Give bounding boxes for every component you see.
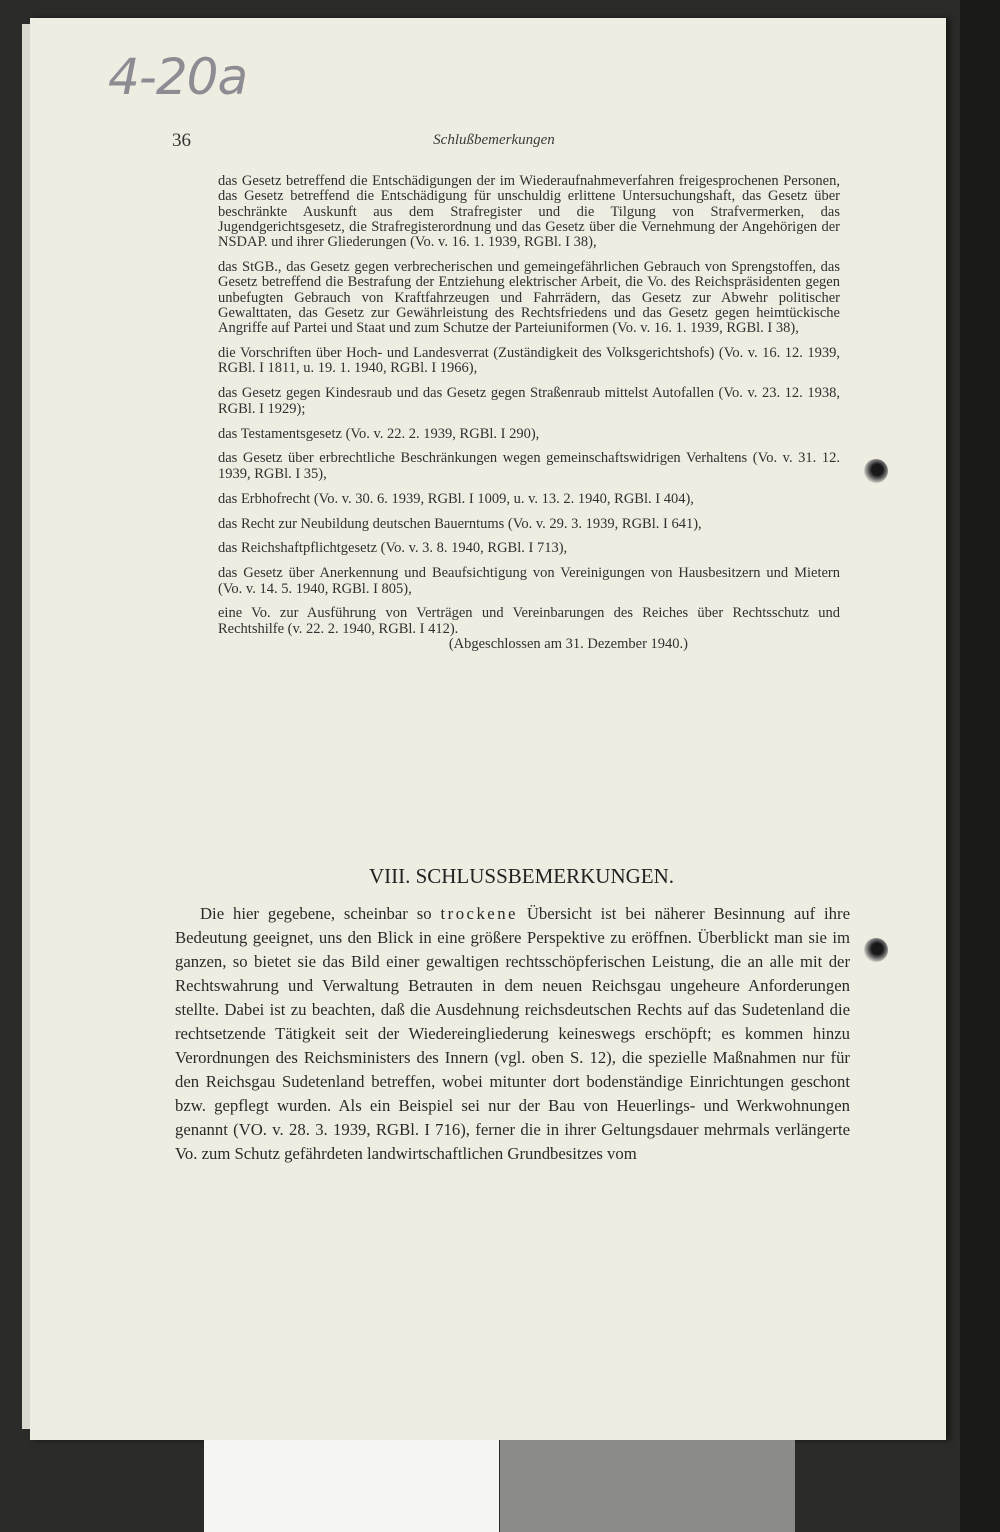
closing-note: (Abgeschlossen am 31. Dezember 1940.): [448, 636, 688, 653]
law-entry: das Erbhofrecht (Vo. v. 30. 6. 1939, RGBl. I 1009, u. v. 13. 2. 1940, RGBl. I 404),: [218, 490, 694, 507]
law-entry: das StGB., das Gesetz gegen verbrecherischen und gemeingefährlichen Gebrauch von Sprengstoffen, das Gesetz betreffend die Bestrafung der Entziehung elektrischer Arbeit, die Vo. des Reichspräsidenten gegen unbefugten Gebrauch von Kraftfahrzeugen und Fahrrädern, das Gesetz zur Abwehr politischer Gewalttaten, das Gesetz zur Gewährleistung des Rechtsfriedens und das Gesetz gegen heimtückische Angriffe auf Partei und Staat und zum Schutze der Parteiuniformen (Vo. v. 16. 1. 1939, RGBl. I 38),: [218, 259, 840, 337]
calibration-white-patch: [204, 1440, 499, 1532]
law-entry: das Gesetz betreffend die Entschädigungen der im Wiederaufnahmeverfahren freigesprochenen Personen, das Gesetz betreffend die Entschädigung für unschuldig erlittene Untersuchungshaft, das Gesetz über beschränkte Auskunft aus dem Strafregister und die Tilgung von Strafvermerken, das Jugendgerichtsgesetz, die Strafregisterordnung und das Gesetz über die Vernehmung der Angehörigen der NSDAP. und ihrer Gliederungen (Vo. v. 16. 1. 1939, RGBl. I 38),: [218, 173, 840, 251]
law-entry: das Gesetz über Anerkennung und Beaufsichtigung von Vereinigungen von Hausbesitzern und Mietern (Vo. v. 14. 5. 1940, RGBl. I 805),: [218, 565, 840, 597]
page-number: 36: [172, 130, 191, 151]
punch-hole: [864, 459, 888, 483]
section-heading: VIII. SCHLUSSBEMERKUNGEN.: [368, 864, 675, 888]
law-entry: eine Vo. zur Ausführung von Verträgen und Vereinbarungen des Reiches über Rechtsschutz und Rechtshilfe (v. 22. 2. 1940, RGBl. I 412).: [218, 605, 840, 637]
running-head: Schlußbemerkungen: [433, 132, 555, 148]
law-entry: das Recht zur Neubildung deutschen Bauerntums (Vo. v. 29. 3. 1939, RGBl. I 641),: [218, 515, 702, 532]
law-entry: das Reichshaftpflichtgesetz (Vo. v. 3. 8. 1940, RGBl. I 713),: [218, 540, 568, 557]
scan-background: [960, 0, 1000, 1532]
body-paragraph: [175, 902, 850, 1166]
document-page: [30, 18, 946, 1440]
punch-hole: [864, 938, 888, 962]
body-text-start: Die hier gegebene, scheinbar so: [200, 904, 441, 923]
handwritten-note: 4-20a: [108, 48, 248, 106]
body-text-rest: Übersicht ist bei näherer Besinnung auf ihre Bedeutung geeignet, uns den Blick in eine größere Perspektive zu eröffnen. Überblickt man sie im ganzen, so bietet sie das Bild einer gewaltigen rechtsschöpferischen Leistung, die an alle mit der Rechtswahrung und Verwaltung Betrauten in dem neuen Reichsgau ungeheure Anforderungen stellte. Dabei ist zu beachten, daß die Ausdehnung reichsdeutschen Rechts auf das Sudetenland die rechtsetzende Tätigkeit seit der Wiedereingliederung keineswegs erschöpft; es kommen hinzu Verordnungen des Reichsministers des Innern (vgl. oben S. 12), die spezielle Maßnahmen nur für den Reichsgau Sudetenland betreffen, wobei mitunter dort bodenständige Einrichtungen geschont bzw. gepflegt wurden. Als ein Beispiel sei nur der Bau von Heuerlings- und Werkwohnungen genannt (VO. v. 28. 3. 1939, RGBl. I 716), ferner die in ihrer Geltungsdauer mehrmals verlängerte Vo. zum Schutz gefährdeten landwirtschaftlichen Grundbesitzes vom: [175, 904, 850, 1163]
emphasized-word: trockene: [440, 904, 518, 923]
law-entry: die Vorschriften über Hoch- und Landesverrat (Zuständigkeit des Volksgerichtshofs) (Vo. v. 16. 12. 1939, RGBl. I 1811, u. 19. 1. 1940, RGBl. I 1966),: [218, 345, 840, 377]
law-entry: das Gesetz über erbrechtliche Beschränkungen wegen gemeinschaftswidrigen Verhaltens (Vo. v. 31. 12. 1939, RGBl. I 35),: [218, 450, 840, 482]
law-list: [218, 174, 840, 652]
calibration-gray-patch: [500, 1440, 795, 1532]
law-entry: das Testamentsgesetz (Vo. v. 22. 2. 1939, RGBl. I 290),: [218, 425, 540, 442]
law-entry: das Gesetz gegen Kindesraub und das Gesetz gegen Straßenraub mittelst Autofallen (Vo. v. 23. 12. 1938, RGBl. I 1929);: [218, 385, 840, 417]
